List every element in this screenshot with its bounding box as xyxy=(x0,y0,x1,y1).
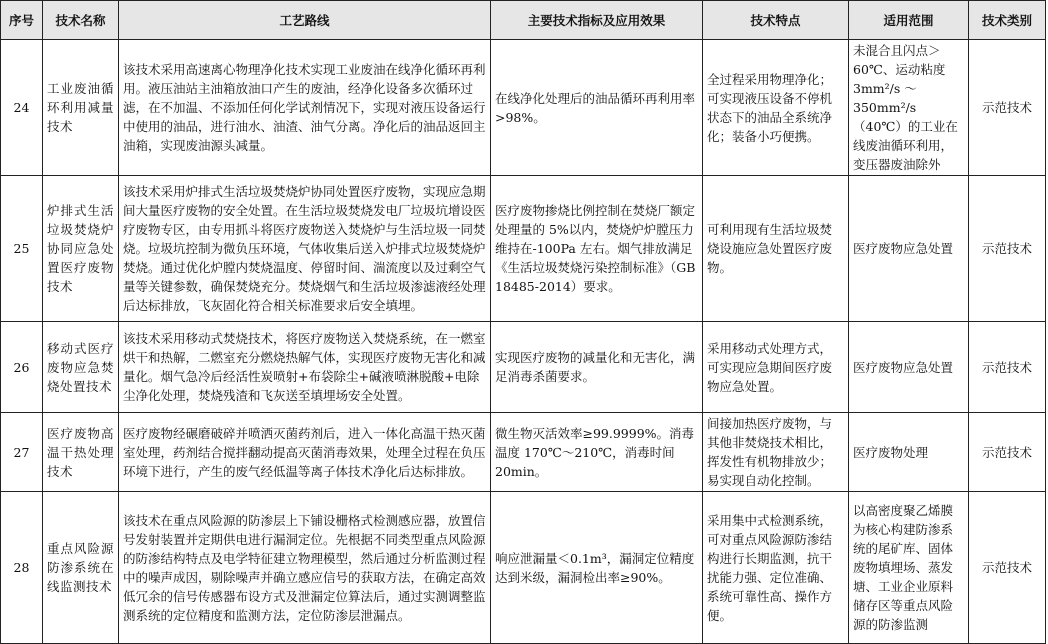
tech-name: 医疗废物高温干热处理技术 xyxy=(43,413,119,492)
indicators: 医疗废物掺烧比例控制在焚烧厂额定处理量的 5%以内，焚烧炉炉膛压力维持在-100Pa 左右。烟气排放满足《生活垃圾焚烧污染控制标准》（GB 18485-2014）要求。 xyxy=(491,176,703,322)
features: 可利用现有生活垃圾焚烧设施应急处置医疗废物。 xyxy=(703,176,849,322)
header-category: 技术类别 xyxy=(969,1,1046,40)
table-row xyxy=(1,322,1046,413)
header-name: 技术名称 xyxy=(43,1,119,40)
tech-name: 炉排式生活垃圾焚烧炉协同应急处置医疗废物技术 xyxy=(43,176,119,322)
table-row xyxy=(1,40,1046,176)
category: 示范技术 xyxy=(969,322,1046,413)
process-route: 该技术采用移动式焚烧技术，将医疗废物送入焚烧系统，在一燃室烘干和热解，二燃室充分燃烧热解气体，实现医疗废物无害化和减量化。烟气急冷后经活性炭喷射+布袋除尘+碱液喷淋脱酸+电除尘净化处理，焚烧残渣和飞灰送至填埋场安全处置。 xyxy=(119,322,491,413)
tech-name: 移动式医疗废物应急焚烧处置技术 xyxy=(43,322,119,413)
category: 示范技术 xyxy=(969,40,1046,176)
table-row xyxy=(1,492,1046,644)
process-route: 医疗废物经碾磨破碎并喷洒灭菌药剂后，进入一体化高温干热灭菌室处理，药剂结合搅拌翻动提高灭菌消毒效果，处理全过程在负压环境下进行，产生的废气经低温等离子体技术净化后达标排放。 xyxy=(119,413,491,492)
header-indicators: 主要技术指标及应用效果 xyxy=(491,1,703,40)
category: 示范技术 xyxy=(969,176,1046,322)
category: 示范技术 xyxy=(969,413,1046,492)
scope: 以高密度聚乙烯膜为核心构建防渗系统的尾矿库、固体废物填埋场、蒸发塘、工业企业原料储存区等重点风险源的防渗监测 xyxy=(849,492,969,644)
tech-name: 重点风险源防渗系统在线监测技术 xyxy=(43,492,119,644)
features: 全过程采用物理净化；可实现液压设备不停机状态下的油品全系统净化；装备小巧便携。 xyxy=(703,40,849,176)
indicators: 响应泄漏量＜0.1m³，漏洞定位精度达到米级，漏洞检出率≥90%。 xyxy=(491,492,703,644)
tech-name: 工业废油循环利用减量技术 xyxy=(43,40,119,176)
scope: 未混合且闪点＞60℃、运动粘度3mm²/s ～350mm²/s（40℃）的工业在线废油循环利用，变压器废油除外 xyxy=(849,40,969,176)
indicators: 实现医疗废物的减量化和无害化，满足消毒杀菌要求。 xyxy=(491,322,703,413)
header-row xyxy=(1,1,1046,40)
header-features: 技术特点 xyxy=(703,1,849,40)
indicators: 在线净化处理后的油品循环再利用率>98%。 xyxy=(491,40,703,176)
features: 采用移动式处理方式，可实现应急期间医疗废物应急处置。 xyxy=(703,322,849,413)
process-route: 该技术采用高速离心物理净化技术实现工业废油在线净化循环再利用。液压油站主油箱放油口产生的废油，经净化设备多次循环过滤，在不加温、不添加任何化学试剂情况下，实现对液压设备运行中使用的油品，进行油水、油渣、油气分离。净化后的油品返回主油箱，实现废油源头减量。 xyxy=(119,40,491,176)
scope: 医疗废物处理 xyxy=(849,413,969,492)
scope: 医疗废物应急处置 xyxy=(849,322,969,413)
indicators: 微生物灭活效率≥99.9999%。消毒温度 170℃～210℃，消毒时间 20min。 xyxy=(491,413,703,492)
process-route: 该技术在重点风险源的防渗层上下铺设栅格式检测感应器，放置信号发射装置并定期供电进行漏洞定位。先根据不同类型重点风险源的防渗结构特点及电学特征建立物理模型，然后通过分析监测过程中的噪声成因，剔除噪声并确立感应信号的获取方法，在确定高效低冗余的信号传感器布设方式及泄漏定位算法后，通过实测调整监测系统的定位精度和监测方法，定位防渗层泄漏点。 xyxy=(119,492,491,644)
row-number: 25 xyxy=(1,176,43,322)
features: 间接加热医疗废物，与其他非焚烧技术相比，挥发性有机物排放少；易实现自动化控制。 xyxy=(703,413,849,492)
row-number: 27 xyxy=(1,413,43,492)
process-route: 该技术采用炉排式生活垃圾焚烧炉协同处置医疗废物，实现应急期间大量医疗废物的安全处置。在生活垃圾焚烧发电厂垃圾坑增设医疗废物专区，由专用抓斗将医疗废物送入焚烧炉与生活垃圾一同焚烧。垃圾坑控制为微负压环境，气体收集后送入炉排式垃圾焚烧炉焚烧。通过优化炉膛内焚烧温度、停留时间、湍流度以及过剩空气量等关键参数，确保焚烧充分。焚烧烟气和生活垃圾渗滤液经处理后达标排放，飞灰固化符合相关标准要求后安全填埋。 xyxy=(119,176,491,322)
category: 示范技术 xyxy=(969,492,1046,644)
header-scope: 适用范围 xyxy=(849,1,969,40)
row-number: 28 xyxy=(1,492,43,644)
row-number: 26 xyxy=(1,322,43,413)
features: 采用集中式检测系统，可对重点风险源防渗结构进行长期监测，抗干扰能力强、定位准确、系统可靠性高、操作方便。 xyxy=(703,492,849,644)
header-no: 序号 xyxy=(1,1,43,40)
header-route: 工艺路线 xyxy=(119,1,491,40)
table-row xyxy=(1,413,1046,492)
row-number: 24 xyxy=(1,40,43,176)
scope: 医疗废物应急处置 xyxy=(849,176,969,322)
table-row xyxy=(1,176,1046,322)
